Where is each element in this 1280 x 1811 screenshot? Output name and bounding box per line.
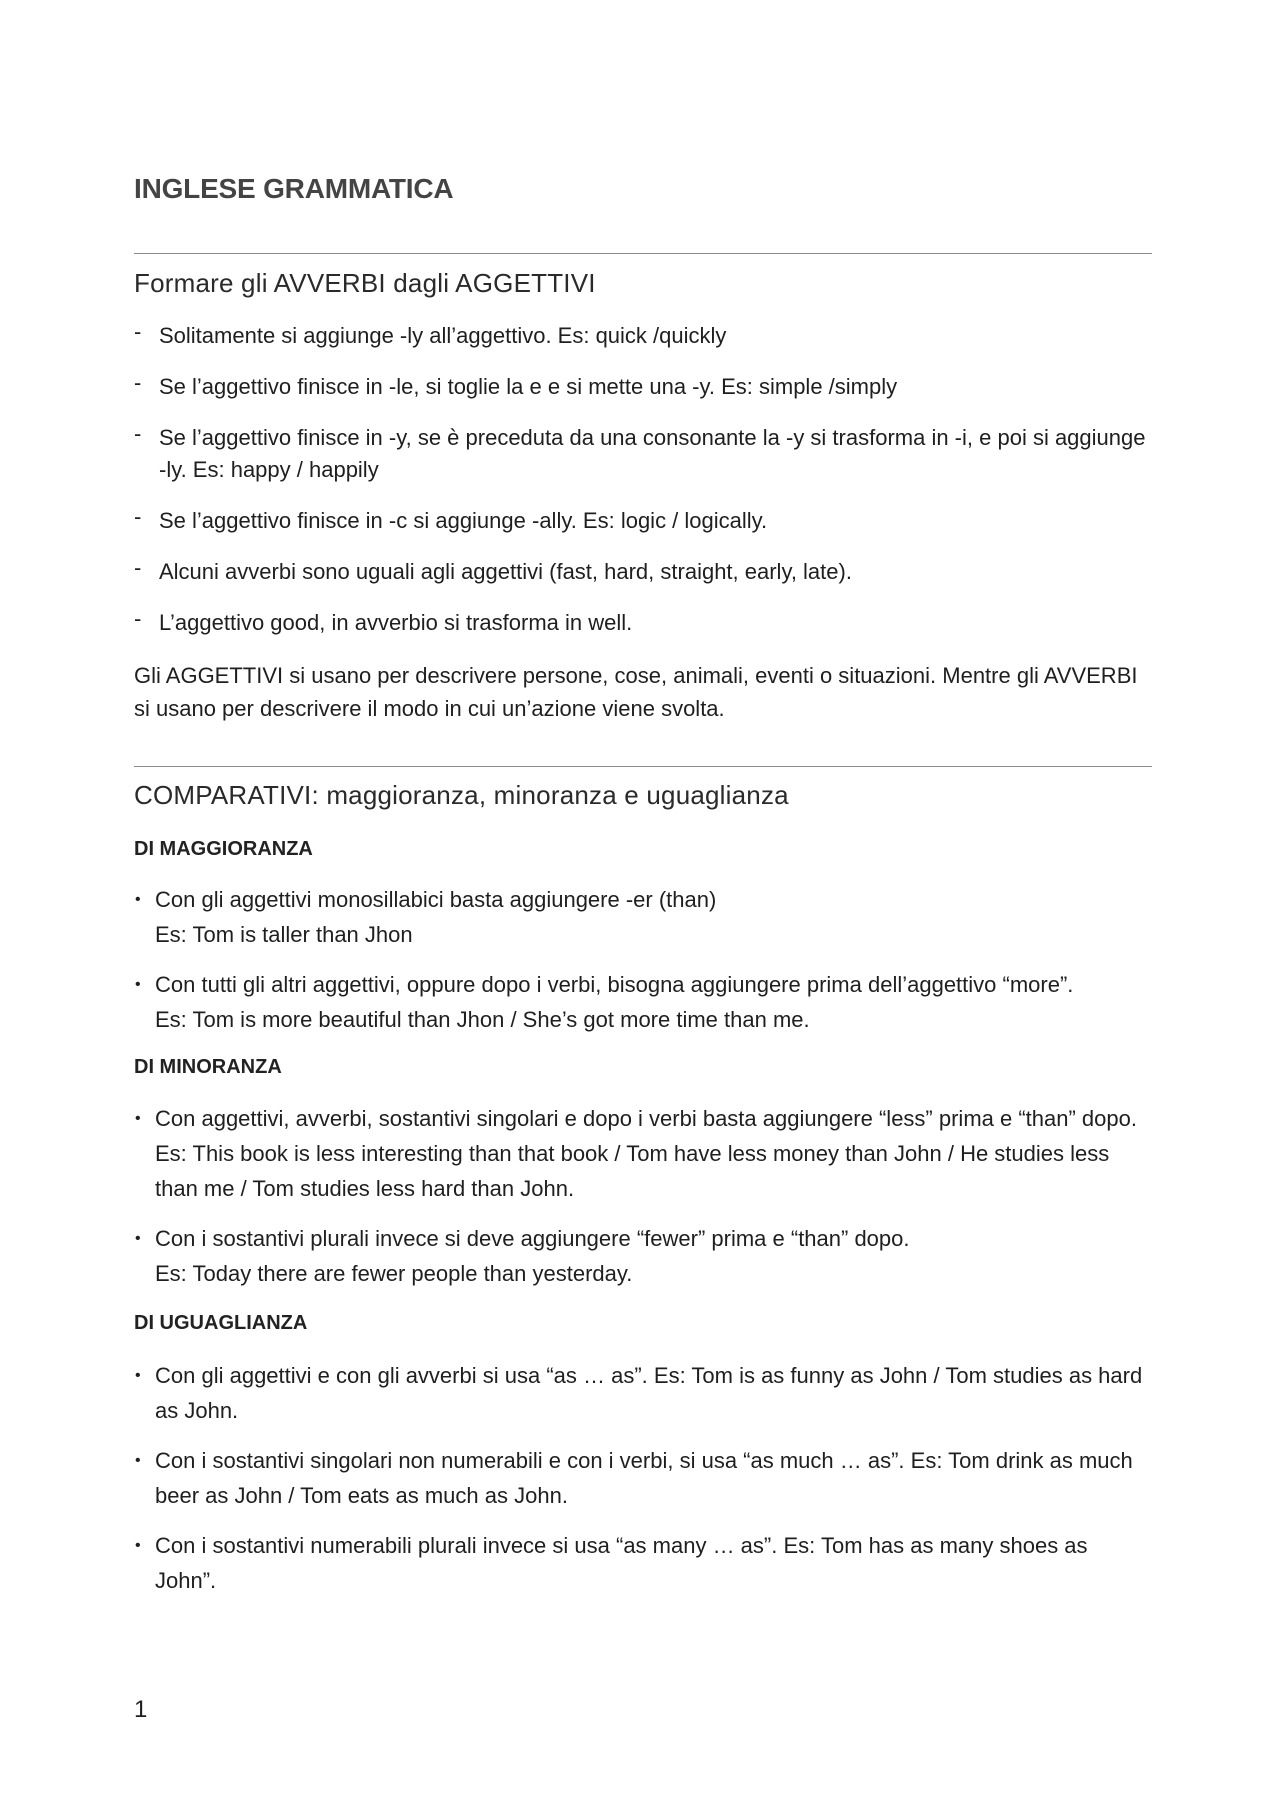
page-number: 1 [134, 1696, 148, 1723]
list-item [134, 1101, 1152, 1206]
list-item [134, 882, 1152, 952]
minority-list [134, 1101, 1152, 1306]
list-item-text: Se l’aggettivo finisce in -c si aggiunge -ally. Es: logic / logically. [159, 508, 768, 533]
dash-marker: - [134, 555, 142, 580]
bullet-marker: • [135, 1230, 141, 1247]
subheading-minority: DI MINORANZA [134, 1056, 282, 1078]
bullet-marker: • [135, 976, 141, 993]
bullet-marker: • [135, 1537, 141, 1554]
list-item [134, 505, 1152, 537]
section-heading-comparatives: COMPARATIVI: maggioranza, minoranza e uguaglianza [134, 780, 789, 810]
bullet-marker: • [135, 891, 141, 908]
adjectives-vs-adverbs-paragraph: Gli AGGETTIVI si usano per descrivere persone, cose, animali, eventi o situazioni. Mentre gli AVVERBI si usano per descrivere il modo in cui un’azione viene svolta. [134, 663, 1138, 721]
dash-marker: - [134, 370, 142, 395]
list-item-text: Alcuni avverbi sono uguali agli aggettivi (fast, hard, straight, early, late). [159, 559, 852, 584]
list-item [134, 320, 1152, 352]
list-item [134, 422, 1152, 486]
list-item [134, 556, 1152, 588]
subheading-majority: DI MAGGIORANZA [134, 838, 313, 860]
section-divider [134, 766, 1152, 767]
list-item [134, 1358, 1152, 1428]
list-item [134, 371, 1152, 403]
list-item [134, 1443, 1152, 1513]
bullet-marker: • [135, 1367, 141, 1384]
dash-marker: - [134, 319, 142, 344]
list-item-example: Es: Tom is taller than Jhon [155, 922, 413, 947]
list-item-example: Es: Tom is more beautiful than Jhon / She’s got more time than me. [155, 1007, 810, 1032]
list-item [134, 607, 1152, 639]
list-item-text: Con i sostantivi numerabili plurali invece si usa “as many … as”. Es: Tom has as many shoes as John”. [155, 1533, 1088, 1593]
dash-marker: - [134, 504, 142, 529]
majority-list [134, 882, 1152, 1052]
list-item-example: Es: Today there are fewer people than yesterday. [155, 1261, 633, 1286]
section-divider [134, 253, 1152, 254]
list-item [134, 1221, 1152, 1291]
subheading-equality: DI UGUAGLIANZA [134, 1312, 308, 1334]
bullet-marker: • [135, 1452, 141, 1469]
list-item-text: Con gli aggettivi monosillabici basta aggiungere -er (than) [155, 887, 717, 912]
list-item-text: Se l’aggettivo finisce in -y, se è preceduta da una consonante la -y si trasforma in -i, e poi si aggiunge -ly. Es: happy / happily [159, 425, 1146, 482]
list-item [134, 1528, 1152, 1598]
list-item-text: Con aggettivi, avverbi, sostantivi singolari e dopo i verbi basta aggiungere “less” prima e “than” dopo. Es: This book is less interesting than that book / Tom have less money than John / He studies less than me / Tom studies less hard than John. [155, 1106, 1137, 1201]
document-title: INGLESE GRAMMATICA [134, 173, 454, 204]
dash-marker: - [134, 606, 142, 631]
list-item-text: Se l’aggettivo finisce in -le, si toglie la e e si mette una -y. Es: simple /simply [159, 374, 898, 399]
list-item-text: L’aggettivo good, in avverbio si trasforma in well. [159, 610, 633, 635]
list-item-text: Con gli aggettivi e con gli avverbi si usa “as … as”. Es: Tom is as funny as John / Tom studies as hard as John. [155, 1363, 1143, 1423]
list-item-text: Con tutti gli altri aggettivi, oppure dopo i verbi, bisogna aggiungere prima dell’aggettivo “more”. [155, 972, 1074, 997]
list-item-text: Con i sostantivi singolari non numerabili e con i verbi, si usa “as much … as”. Es: Tom drink as much beer as John / Tom eats as much as John. [155, 1448, 1133, 1508]
section-heading-adverbs: Formare gli AVVERBI dagli AGGETTIVI [134, 268, 596, 298]
list-item-text: Con i sostantivi plurali invece si deve aggiungere “fewer” prima e “than” dopo. [155, 1226, 910, 1251]
list-item [134, 967, 1152, 1037]
equality-list [134, 1358, 1152, 1613]
list-item-text: Solitamente si aggiunge -ly all’aggettivo. Es: quick /quickly [159, 323, 727, 348]
dash-marker: - [134, 421, 142, 446]
adverb-rules-list [134, 320, 1152, 658]
bullet-marker: • [135, 1110, 141, 1127]
